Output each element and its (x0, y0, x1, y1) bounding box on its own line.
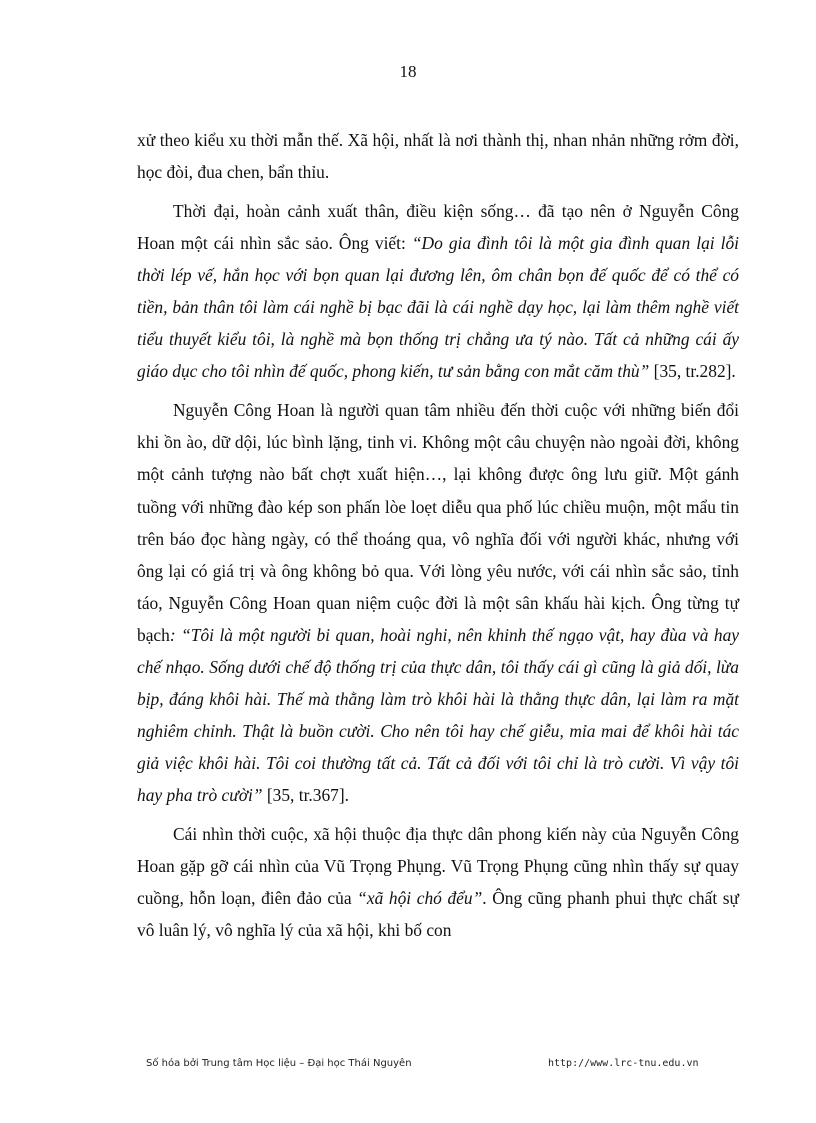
quotation: “Do gia đình tôi là một gia đình quan lại lỗi thời lép vế, hắn học với bọn quan lại đương lên, ôm chân bọn đế quốc để có thể có tiền, bản thân tôi làm cái nghề bị bạc đãi là cái nghề dạy học, lại làm thêm nghề viết tiểu thuyết kiểu tôi, là nghề mà bọn thống trị chẳng ưa tý nào. Tất cả những cái ấy giáo dục cho tôi nhìn đế quốc, phong kiến, tư sản bằng con mắt căm thù” (137, 233, 739, 382)
citation: [35, tr.282]. (649, 361, 736, 382)
quotation: “xã hội chó đểu” (357, 888, 483, 909)
paragraph-3 (137, 394, 739, 811)
body-text (137, 124, 739, 946)
footer-source: Số hóa bởi Trung tâm Học liệu – Đại học Thái Nguyên (146, 1058, 412, 1069)
paragraph-1 (137, 124, 739, 188)
paragraph-4 (137, 818, 739, 946)
footer-url-link[interactable]: http://www.lrc-tnu.edu.vn (548, 1058, 699, 1069)
citation: [35, tr.367]. (262, 784, 349, 805)
page-number: 18 (399, 62, 417, 81)
paragraph-text: Thời đại, hoàn cảnh xuất thân, điều kiện sống… đã tạo nên ở Nguyễn Công Hoan một cái nhìn sắc sảo. Ông viết: (137, 201, 739, 254)
paragraph-text: xử theo kiểu xu thời mẫn thế. Xã hội, nhất là nơi thành thị, nhan nhản những rởm đời, học đòi, đua chen, bẩn thỉu. (137, 130, 739, 183)
paragraph-text: . Ông cũng phanh phui thực chất sự vô luân lý, vô nghĩa lý của xã hội, khi bố con (137, 888, 739, 941)
paragraph-2 (137, 195, 739, 387)
paragraph-text: Cái nhìn thời cuộc, xã hội thuộc địa thực dân phong kiến này của Nguyễn Công Hoan gặp gỡ cái nhìn của Vũ Trọng Phụng. Vũ Trọng Phụng cũng nhìn thấy sự quay cuồng, hỗn loạn, điên đảo của (137, 823, 739, 909)
quotation: : “Tôi là một người bi quan, hoài nghi, nên khinh thế ngạo vật, hay đùa và hay chế nhạo. Sống dưới chế độ thống trị của thực dân, tôi thấy cái gì cũng là giả dối, lừa bịp, đáng khôi hài. Thế mà thằng làm trò khôi hài là thằng thực dân, lại làm ra mặt nghiêm chỉnh. Thật là buồn cười. Cho nên tôi hay chế giễu, mỉa mai để khôi hài tác giả việc khôi hài. Tôi coi thường tất cả. Tất cả đối với tôi chỉ là trò cười. Vì vậy tôi hay pha trò cười” (137, 624, 739, 805)
paragraph-text: Nguyễn Công Hoan là người quan tâm nhiều đến thời cuộc với những biến đổi khi ồn ào, dữ dội, lúc bình lặng, tinh vi. Không một câu chuyện nào ngoài đời, không một cảnh tượng nào bất chợt xuất hiện…, lại không được ông lưu giữ. Một gánh tuồng với những đào kép son phấn lòe loẹt diễu qua phố lúc chiều muộn, một mẩu tin trên báo đọc hàng ngày, có thể thoáng qua, vô nghĩa đối với người khác, nhưng với ông lại có giá trị và ông không bỏ qua. Với lòng yêu nước, với cái nhìn sắc sảo, tỉnh táo, Nguyễn Công Hoan quan niệm cuộc đời là một sân khấu hài kịch. Ông từng tự bạch (137, 400, 739, 645)
